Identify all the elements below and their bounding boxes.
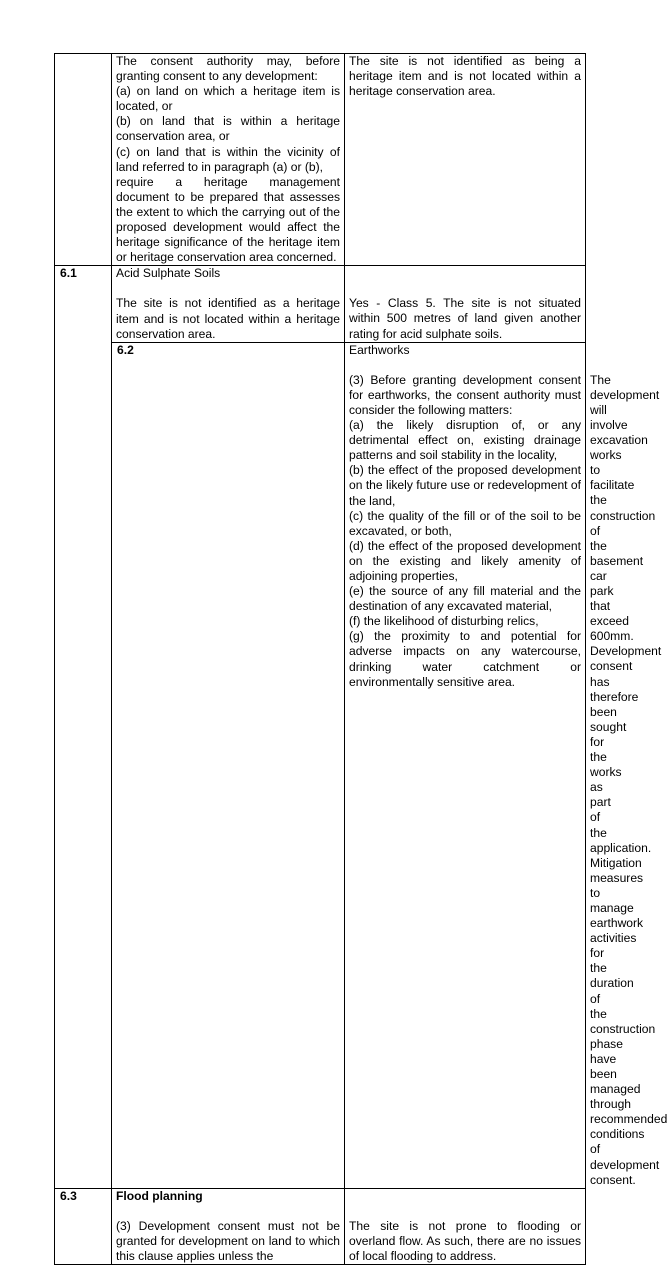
table-row: 6.2 Earthworks (3) Before granting development consent for earthworks, the consent authority must consider the following matters: (a) the likely disruption of, or any detrimental effect on, existing drainage patterns and soil stability in the locality, (b) the effect of the proposed development on the likely future use or redevelopment of the land, (c) the quality of the fill or of the soil to be excavated, or both, (d) the effect of the proposed development on the existing and likely amenity of adjoining properties, (e) the source of any fill material and the destination of any excavated material, (f) the likelihood of disturbing relics, (g) the proximity to and potential for adverse impacts on any watercourse, drinking water catchment or environmentally sensitive area. The development will involve excavation works to facilitate the construction of the basement car park that exceed 600mm. Development consent has therefore been sought for the works as part of the application. Mitigation measures to manage earthwork activities for the duration of the construction phase have been managed through recommended conditions of development consent. xyxy=(55,342,586,1188)
clause-text xyxy=(112,54,345,266)
compliance-comment-text: Yes - Class 5. The site is not situated within 500 metres of land given another rating for acid sulphate soils. xyxy=(349,296,581,341)
clause-line: (3) Before granting development consent for earthworks, the consent authority must consider the following matters: xyxy=(349,372,581,417)
clause-heading xyxy=(112,266,345,342)
clause-text: The site is not identified as a heritage item and is not located within a heritage conservation area. xyxy=(116,296,340,341)
clause-heading-text: Acid Sulphate Soils xyxy=(116,266,221,281)
clause-line: (b) the effect of the proposed development on the likely future use or redevelopment of the land, xyxy=(349,463,581,508)
compliance-comment: The site is not identified as being a heritage item and is not located within a heritage conservation area. xyxy=(345,54,586,266)
compliance-comment-text: The site is not prone to flooding or overland flow. As such, there are no issues of local flooding to address. xyxy=(349,1218,581,1263)
clause-number xyxy=(55,54,112,266)
clause-heading-text: Flood planning xyxy=(116,1188,203,1203)
clause-heading-text: Earthworks xyxy=(349,342,410,357)
clause-line: (c) the quality of the fill or of the soil to be excavated, or both, xyxy=(349,508,581,538)
clause-text xyxy=(345,342,586,1188)
clause-line: (f) the likelihood of disturbing relics, xyxy=(349,614,539,629)
clause-number: 6.3 xyxy=(55,1188,112,1264)
clause-line: (c) on land that is within the vicinity of land referred to in paragraph (a) or (b), xyxy=(116,144,340,174)
compliance-comment xyxy=(345,266,586,342)
clause-line: (e) the source of any fill material and the destination of any excavated material, xyxy=(349,584,581,614)
clause-line: (a) the likely disruption of, or any detrimental effect on, existing drainage patterns and soil stability in the locality, xyxy=(349,418,581,463)
clause-line: require a heritage management document to be prepared that assesses the extent to which the carrying out of the proposed development would affect the heritage significance of the heritage item or heritage conservation area concerned. xyxy=(116,174,340,265)
clause-line: The consent authority may, before granting consent to any development: xyxy=(116,54,340,84)
clause-line: (g) the proximity to and potential for adverse impacts on any watercourse, drinking water catchment or environmentally sensitive area. xyxy=(349,629,581,689)
compliance-comment xyxy=(345,1188,586,1264)
table-row xyxy=(55,54,586,266)
clause-text-body: (3) Development consent must not be granted for development on land to which this clause applies unless the xyxy=(116,1218,340,1264)
clause-line: (a) on land on which a heritage item is located, or xyxy=(116,84,340,114)
table-row xyxy=(55,1188,586,1264)
compliance-table xyxy=(54,53,667,1265)
clause-text xyxy=(112,1188,345,1264)
clause-line: (b) on land that is within a heritage conservation area, or xyxy=(116,114,340,144)
table-row xyxy=(55,266,586,342)
clause-line: (d) the effect of the proposed development on the existing and likely amenity of adjoining properties, xyxy=(349,538,581,583)
clause-number: 6.2 xyxy=(112,342,345,1188)
clause-number: 6.1 xyxy=(55,266,112,1188)
